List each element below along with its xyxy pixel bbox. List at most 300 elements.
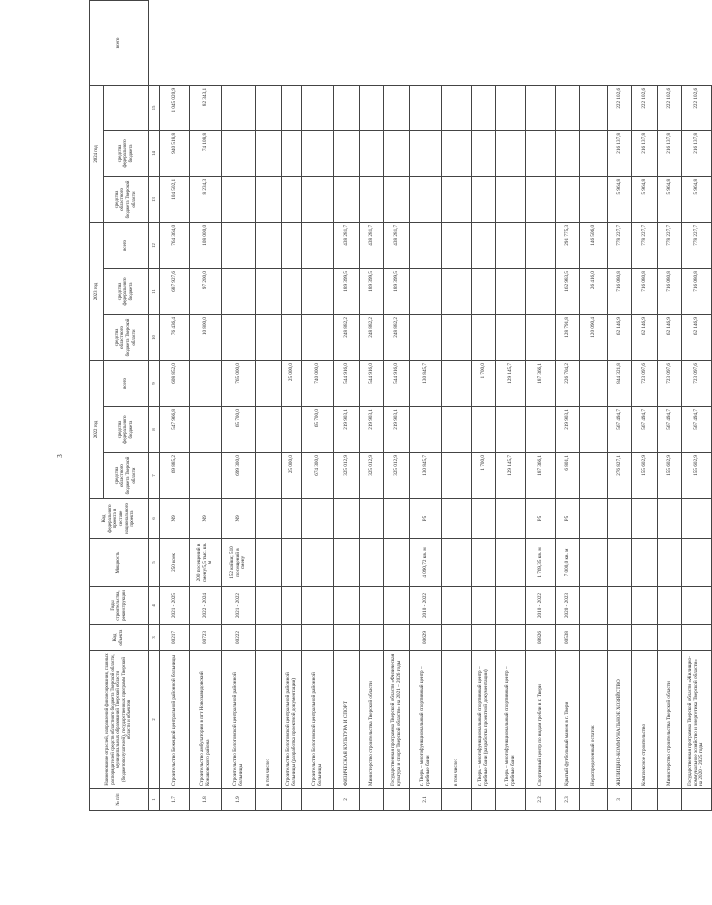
table-cell: 130 845,7 [410,360,442,406]
table-row [526,1,556,811]
table-cell [302,176,334,222]
table-cell: 00629 [410,625,442,651]
table-cell: 778 227,7 [658,222,682,268]
table-cell: 248 882,2 [334,314,360,360]
table-row [222,1,256,811]
budget-table [89,0,712,811]
table-cell: 4 090,72 кв. м [410,539,442,587]
table-cell [580,453,608,499]
table-row [632,1,658,811]
table-cell: 567 494,7 [682,407,712,453]
table-cell [256,539,282,587]
table-cell [256,130,282,176]
table-cell [360,625,384,651]
table-cell: 130 845,7 [410,453,442,499]
table-cell [384,789,410,811]
table-cell: 699 300,0 [222,453,256,499]
table-cell [580,499,608,539]
table-cell: 219 903,1 [556,407,580,453]
table-cell [442,176,472,222]
table-cell: 778 227,7 [682,222,712,268]
table-cell [496,176,526,222]
table-cell: 187 366,1 [526,453,556,499]
table-cell [580,789,608,811]
header-cell: № п/п [90,789,149,811]
table-cell [302,587,334,625]
table-cell [256,453,282,499]
table-cell [496,222,526,268]
row-title-cell: Строительство Бологовской центральной районной больницы [222,651,256,789]
table-cell [302,625,334,651]
table-cell [496,789,526,811]
table-cell: 00723 [190,625,222,651]
table-cell [442,625,472,651]
table-cell [632,499,658,539]
table-cell: 222 102,6 [632,85,658,130]
column-index-cell: 3 [149,625,160,651]
table-cell: 716 080,8 [608,268,632,314]
table-cell: 6 801,1 [556,453,580,499]
table-cell [282,407,302,453]
table-cell: 5 964,8 [658,176,682,222]
table-cell [302,130,334,176]
table-cell [526,268,556,314]
table-cell: N9 [190,499,222,539]
table-cell: 325 012,9 [360,453,384,499]
table-cell: 723 097,6 [632,360,658,406]
table-cell: 76 436,4 [160,314,190,360]
table-cell [580,176,608,222]
table-cell: 940 518,8 [160,130,190,176]
table-cell [282,176,302,222]
row-title-cell: ЖИЛИЩНО-КОММУНАЛЬНОЕ ХОЗЯЙСТВО [608,651,632,789]
table-cell [256,789,282,811]
table-cell: 108 000,0 [190,222,222,268]
column-index-cell: 12 [149,222,160,268]
table-cell: 716 080,8 [632,268,658,314]
table-cell [410,176,442,222]
table-cell: 544 916,0 [360,360,384,406]
table-cell [526,407,556,453]
table-cell [256,587,282,625]
table-cell [282,539,302,587]
header-cell: Мощность [90,539,149,587]
table-cell [360,176,384,222]
table-cell: 740 000,0 [302,360,334,406]
table-cell: 129 145,7 [496,453,526,499]
table-cell: 216 137,8 [608,130,632,176]
table-cell [442,407,472,453]
table-cell: 00538 [556,625,580,651]
table-cell: 25 000,0 [282,360,302,406]
table-cell [442,314,472,360]
table-cell [384,587,410,625]
table-cell: 544 916,0 [334,360,360,406]
table-cell: 97 200,0 [190,268,222,314]
table-cell: 1.8 [190,789,222,811]
row-title-cell: Государственная программа Тверской области «Жилищно-коммунальное хозяйство и энергетика Тверской области» на 2020 - 2025 годы [682,651,712,789]
row-title-cell: Государственная программа Тверской области «Физическая культура и спорт Тверской области» на 2021 – 2026 годы [384,651,410,789]
table-cell: 2020 - 2023 [556,587,580,625]
table-cell [632,587,658,625]
table-cell [410,85,442,130]
table-cell: 716 080,8 [682,268,712,314]
table-cell [496,407,526,453]
table-cell [496,587,526,625]
table-cell [682,625,712,651]
table-cell: 187 366,1 [526,360,556,406]
table-cell [282,587,302,625]
table-cell: 778 227,7 [632,222,658,268]
table-cell [442,587,472,625]
table-cell: 1.7 [160,789,190,811]
table-cell: 189 399,5 [360,268,384,314]
table-cell [256,268,282,314]
table-cell [282,314,302,360]
table-cell [302,222,334,268]
table-cell [302,789,334,811]
table-cell [556,176,580,222]
table-cell: 1 045 020,9 [160,85,190,130]
table-cell: 3 [608,789,632,811]
table-cell: 120 090,4 [580,314,608,360]
table-cell: P5 [556,499,580,539]
table-cell [282,499,302,539]
table-cell [302,314,334,360]
row-title-cell: ФИЗИЧЕСКАЯ КУЛЬТУРА И СПОРТ [334,651,360,789]
header-cell: всего [104,222,149,268]
table-cell [556,130,580,176]
table-cell [580,539,608,587]
table-cell [256,85,282,130]
column-index-cell: 1 [149,789,160,811]
table-cell [282,625,302,651]
table-cell [472,222,496,268]
table-cell: 844 321,8 [608,360,632,406]
table-cell [222,130,256,176]
row-title-cell: г. Тверь – многофункциональный спортивный центр – грибные бани (разработка проектной документации) [472,651,496,789]
header-cell: Код объекта [90,625,149,651]
table-cell: 325 012,9 [334,453,360,499]
row-title-cell: Строительство Бологовской центральной районной больницы [302,651,334,789]
table-row [160,1,190,811]
header-cell: средства областного бюджета Тверской области [104,314,149,360]
table-cell [526,314,556,360]
table-cell [442,360,472,406]
row-title-cell: в том числе: [442,651,472,789]
table-cell: 146 506,0 [580,222,608,268]
column-index-cell: 8 [149,407,160,453]
table-cell: 1 700,0 [472,453,496,499]
table-cell [360,499,384,539]
table-row [556,1,580,811]
table-cell [360,539,384,587]
table-cell: 155 602,9 [658,453,682,499]
table-cell: 216 137,8 [682,130,712,176]
table-cell [526,85,556,130]
table-cell [682,539,712,587]
table-cell [632,625,658,651]
table-cell [472,314,496,360]
row-title-cell: Министерство строительства Тверской области [360,651,384,789]
table-cell [222,268,256,314]
table-row [496,1,526,811]
table-cell [442,499,472,539]
column-index-cell: 2 [149,651,160,789]
table-cell [682,499,712,539]
table-cell [302,539,334,587]
table-cell [608,539,632,587]
table-cell [282,85,302,130]
row-title-cell: Спортивный центр по видам гребли в г. Твери [526,651,556,789]
table-cell [496,625,526,651]
column-index-cell: 5 [149,539,160,587]
table-cell [682,587,712,625]
table-cell [334,625,360,651]
table-row [472,1,496,811]
table-cell [658,499,682,539]
header-cell: Годы строительства, реконструкции [90,587,149,625]
row-title-cell: Комплексное строительство [632,651,658,789]
table-cell: 2010 - 2022 [410,587,442,625]
table-cell: 74 108,8 [190,130,222,176]
table-cell [410,407,442,453]
table-cell [256,499,282,539]
header-cell: средства федерального бюджета [104,130,149,176]
table-cell [190,360,222,406]
table-cell [472,539,496,587]
column-index-cell: 9 [149,360,160,406]
table-row [282,1,302,811]
table-cell [632,789,658,811]
table-cell [360,587,384,625]
table-cell: 1 700,0 [472,360,496,406]
table-row [410,1,442,811]
table-cell: 26 416,0 [580,268,608,314]
table-cell: 62 146,9 [632,314,658,360]
table-cell: 2.3 [556,789,580,811]
table-cell [256,222,282,268]
table-cell: 69 885,2 [160,453,190,499]
column-index-row [149,1,160,811]
table-cell: 567 494,7 [608,407,632,453]
table-cell [384,130,410,176]
table-cell [580,407,608,453]
table-cell: 7 000,0 кв. м [556,539,580,587]
row-title-cell: г. Тверь – многофункциональный спортивный центр – грибные бани [496,651,526,789]
table-cell: 438 281,7 [360,222,384,268]
table-row [580,1,608,811]
table-cell [526,176,556,222]
header-cell: всего [104,360,149,406]
table-cell [256,314,282,360]
table-cell [472,268,496,314]
table-cell: 65 700,0 [222,407,256,453]
table-cell [608,625,632,651]
table-cell: 00826 [526,625,556,651]
table-cell [442,539,472,587]
table-row [608,1,632,811]
table-cell [384,176,410,222]
table-cell [442,453,472,499]
table-cell: 155 602,9 [632,453,658,499]
table-cell: 222 102,6 [682,85,712,130]
table-cell: 765 000,0 [222,360,256,406]
table-cell [632,539,658,587]
header-cell: всего [90,1,149,86]
table-cell [442,222,472,268]
table-cell: 128 791,8 [556,314,580,360]
table-cell: 248 882,2 [360,314,384,360]
column-index-cell: 6 [149,499,160,539]
table-cell [580,625,608,651]
table-row [256,1,282,811]
table-cell: 8 234,3 [190,176,222,222]
table-cell [496,268,526,314]
table-cell: 162 983,5 [556,268,580,314]
table-cell: 104 502,1 [160,176,190,222]
table-cell [658,539,682,587]
table-cell [256,360,282,406]
row-title-cell: Министерство строительства Тверской области [658,651,682,789]
table-cell: 5 964,8 [608,176,632,222]
table-cell [410,268,442,314]
table-cell: 567 494,7 [632,407,658,453]
table-row [302,1,334,811]
table-cell: 25 000,0 [282,453,302,499]
table-row [442,1,472,811]
table-cell: 438 281,7 [334,222,360,268]
header-row-1 [90,1,104,811]
table-cell [282,268,302,314]
table-cell [222,176,256,222]
table-row [190,1,222,811]
rotated-document [89,0,705,811]
table-cell [410,314,442,360]
table-cell [472,176,496,222]
table-cell [302,85,334,130]
header-cell: средства федерального бюджета [104,407,149,453]
table-cell [442,130,472,176]
table-row [360,1,384,811]
table-cell [334,85,360,130]
table-cell [472,499,496,539]
table-cell [384,539,410,587]
table-cell: 2.2 [526,789,556,811]
table-cell [580,85,608,130]
table-cell [472,130,496,176]
table-cell: 00217 [160,625,190,651]
row-title-cell: Строительство Бологовской центральной районной больницы (разработка проектной документации) [282,651,302,789]
table-cell [580,360,608,406]
column-index-cell: 10 [149,314,160,360]
table-cell: 608 852,0 [160,360,190,406]
table-cell [334,539,360,587]
table-cell [256,176,282,222]
table-cell [384,499,410,539]
table-cell [496,499,526,539]
table-cell [496,539,526,587]
table-cell [526,222,556,268]
table-cell: 5 964,8 [632,176,658,222]
table-cell [580,587,608,625]
table-cell: 764 364,0 [160,222,190,268]
table-cell [256,625,282,651]
table-cell: 62 146,9 [658,314,682,360]
table-row [658,1,682,811]
table-cell: N9 [160,499,190,539]
table-cell: 82 343,1 [190,85,222,130]
column-index-cell: 15 [149,85,160,130]
table-cell: 1 769,35 кв. м [526,539,556,587]
table-cell [334,130,360,176]
row-title-cell: Крытый футбольный манеж в г. Твери [556,651,580,789]
table-cell [442,85,472,130]
table-row [384,1,410,811]
column-index-cell: 7 [149,453,160,499]
table-cell [222,222,256,268]
table-cell: 219 903,1 [334,407,360,453]
table-cell: 222 102,6 [658,85,682,130]
table-cell: 65 700,0 [302,407,334,453]
table-cell: 00222 [222,625,256,651]
table-cell: 291 775,3 [556,222,580,268]
table-cell [256,407,282,453]
table-cell: 189 399,5 [384,268,410,314]
table-cell [496,85,526,130]
header-cell: 2022 год [90,360,104,498]
table-cell: 2 [334,789,360,811]
table-cell: 152 койки; 510 посещений в смену [222,539,256,587]
table-cell [658,587,682,625]
table-cell [658,789,682,811]
table-cell [334,176,360,222]
table-cell: 189 399,5 [334,268,360,314]
table-cell [472,625,496,651]
table-cell: 674 300,0 [302,453,334,499]
table-cell [580,130,608,176]
row-title-cell: Строительство Бежецкой центральной районной больницы [160,651,190,789]
table-cell [282,789,302,811]
table-cell [334,587,360,625]
table-cell: 2022 - 2024 [190,587,222,625]
table-cell [384,625,410,651]
header-cell: 2024 год [90,85,104,222]
table-cell [360,85,384,130]
table-cell [410,222,442,268]
page-number: 3 [55,454,64,458]
table-cell [302,499,334,539]
table-cell [360,789,384,811]
row-title-cell: Нераспределенный остаток [580,651,608,789]
table-cell [360,130,384,176]
table-cell: P5 [410,499,442,539]
table-cell: 200 посещений в смену/5,5 тыс. кв. м [190,539,222,587]
table-cell: 723 097,6 [682,360,712,406]
row-title-cell: г. Тверь – многофункциональный спортивный центр – грибные бани [410,651,442,789]
table-cell: 544 916,0 [384,360,410,406]
column-index-cell: 13 [149,176,160,222]
table-cell: 226 704,2 [556,360,580,406]
table-cell: 248 882,2 [384,314,410,360]
table-cell [608,499,632,539]
table-cell: 438 281,7 [384,222,410,268]
table-cell: 62 146,9 [608,314,632,360]
header-cell: 2023 год [90,222,104,360]
table-cell [222,314,256,360]
table-cell [334,499,360,539]
table-cell: 10 800,0 [190,314,222,360]
